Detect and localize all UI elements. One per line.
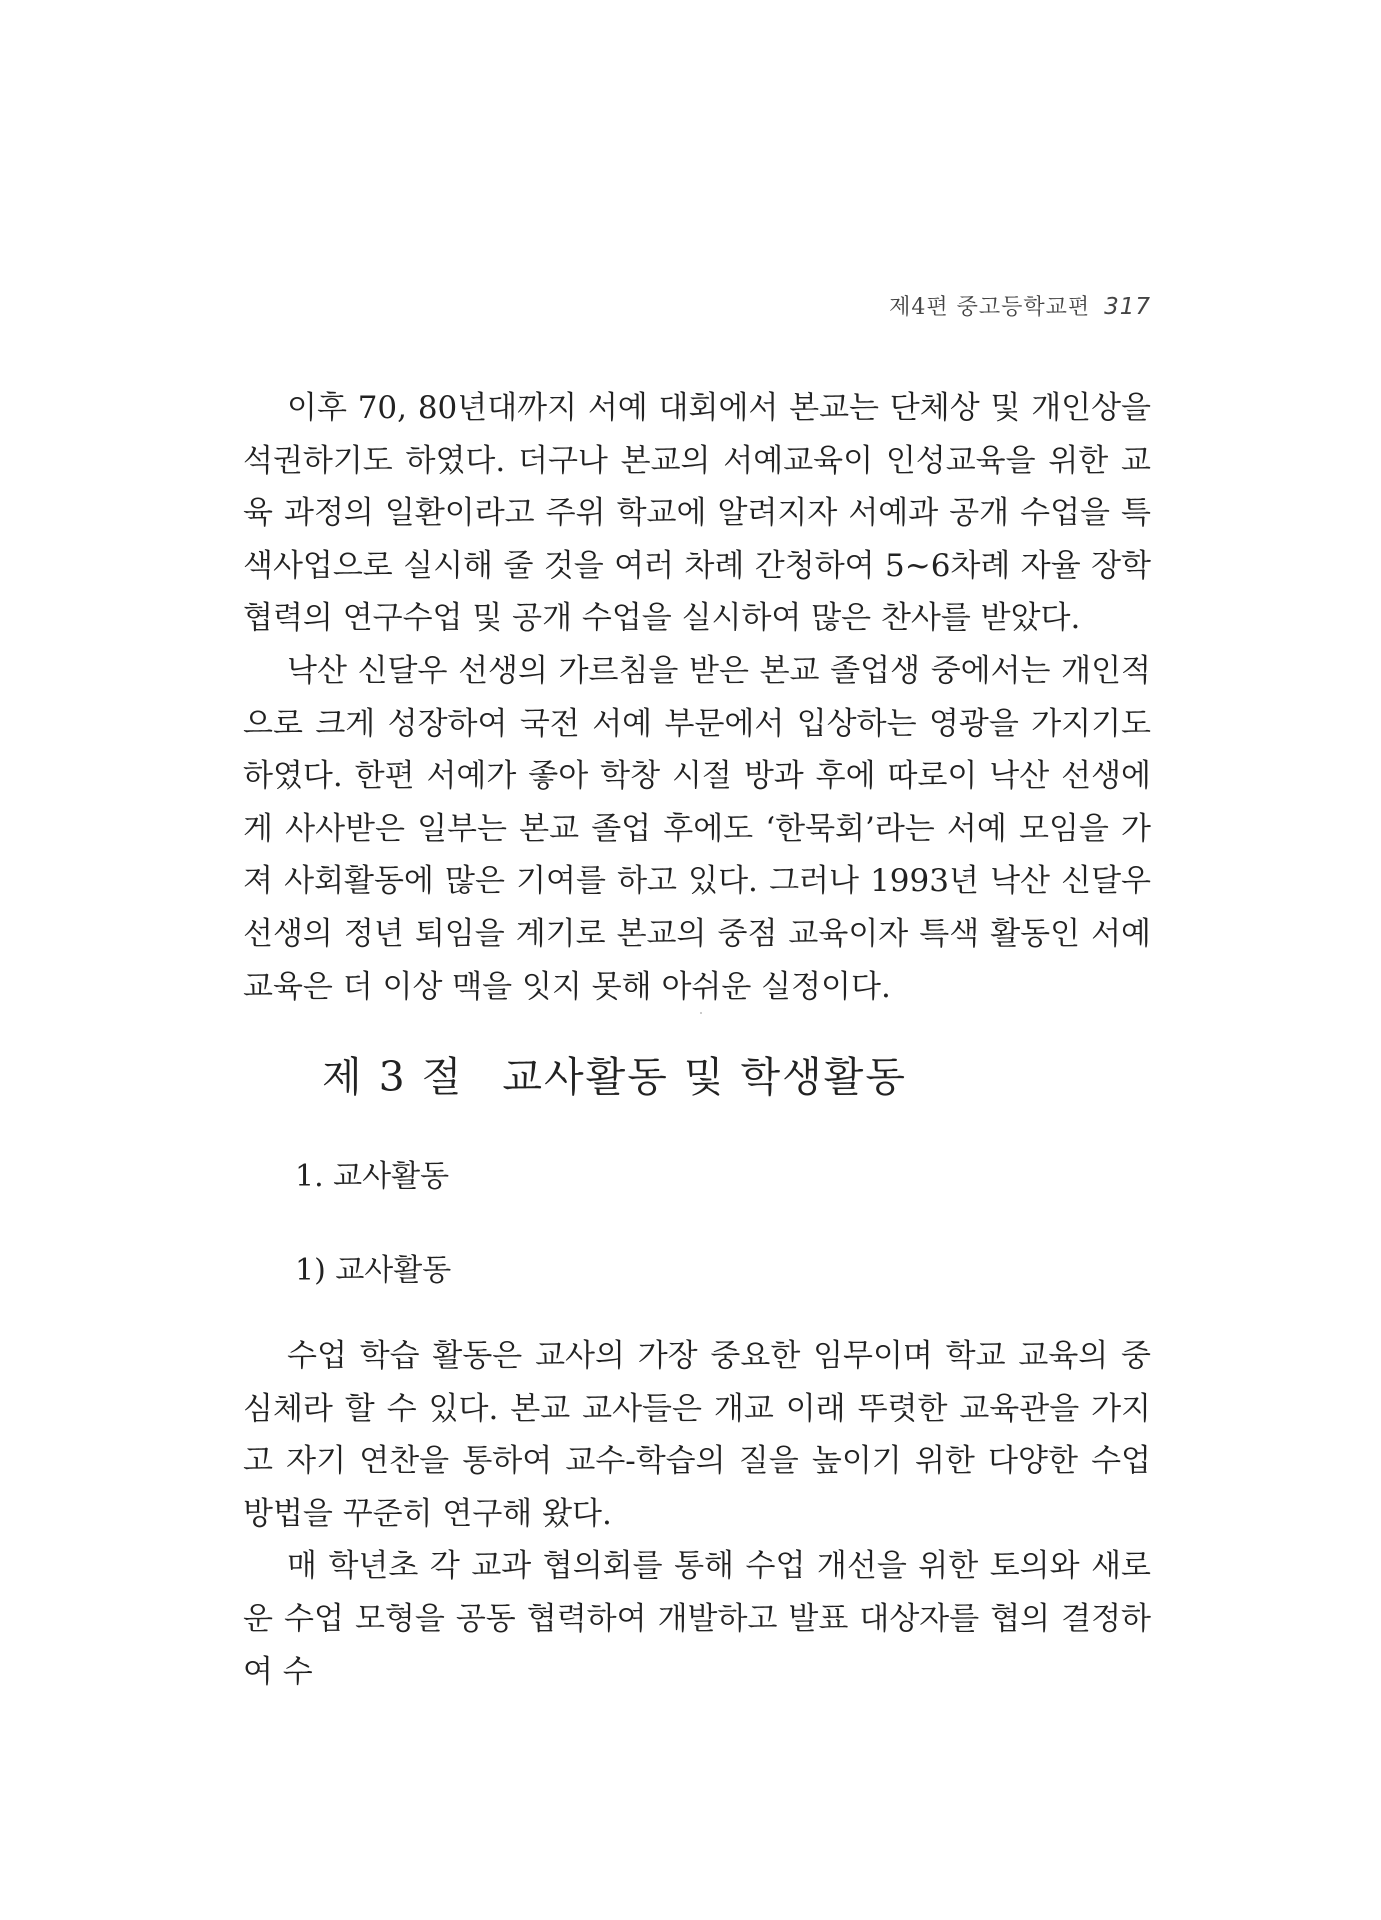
subheading-level-1: 1. 교사활동 — [295, 1159, 450, 1194]
section-heading — [322, 1044, 907, 1103]
body-text-bottom — [243, 1330, 1151, 1698]
paragraph: 이후 70, 80년대까지 서예 대회에서 본교는 단체상 및 개인상을 석권하기도 하였다. 더구나 본교의 서예교육이 인성교육을 위한 교육 과정의 일환이라고 주위 학교에 알려지자 서예과 공개 수업을 특색사업으로 실시해 줄 것을 여러 차례 간청하여 5~6차례 자율 장학 협력의 연구수업 및 공개 수업을 실시하여 많은 찬사를 받았다. — [243, 390, 1151, 637]
page-number: 317 — [1104, 294, 1151, 320]
body-text-top — [243, 382, 1151, 1013]
scan-speck — [700, 1012, 702, 1014]
section-number: 제 3 절 — [322, 1053, 464, 1101]
paragraph: 수업 학습 활동은 교사의 가장 중요한 임무이며 학교 교육의 중심체라 할 수 있다. 본교 교사들은 개교 이래 뚜렷한 교육관을 가지고 자기 연찬을 통하여 교수-학습의 질을 높이기 위한 다양한 수업 방법을 꾸준히 연구해 왔다. — [243, 1338, 1151, 1532]
paragraph: 낙산 신달우 선생의 가르침을 받은 본교 졸업생 중에서는 개인적으로 크게 성장하여 국전 서예 부문에서 입상하는 영광을 가지기도 하였다. 한편 서예가 좋아 학창 시절 방과 후에 따로이 낙산 선생에게 사사받은 일부는 본교 졸업 후에도 ‘한묵회’라는 서예 모임을 가져 사회활동에 많은 기여를 하고 있다. 그러나 1993년 낙산 신달우 선생의 정년 퇴임을 계기로 본교의 중점 교육이자 특색 활동인 서예 교육은 더 이상 맥을 잇지 못해 아쉬운 실정이다. — [243, 652, 1151, 1005]
subheading-level-2: 1) 교사활동 — [295, 1253, 452, 1288]
running-header — [889, 290, 1151, 321]
paragraph: 매 학년초 각 교과 협의회를 통해 수업 개선을 위한 토의와 새로운 수업 모형을 공동 협력하여 개발하고 발표 대상자를 협의 결정하여 수 — [243, 1548, 1151, 1690]
section-title: 교사활동 및 학생활동 — [502, 1053, 907, 1101]
header-title: 제4편 중고등학교편 — [889, 295, 1091, 320]
